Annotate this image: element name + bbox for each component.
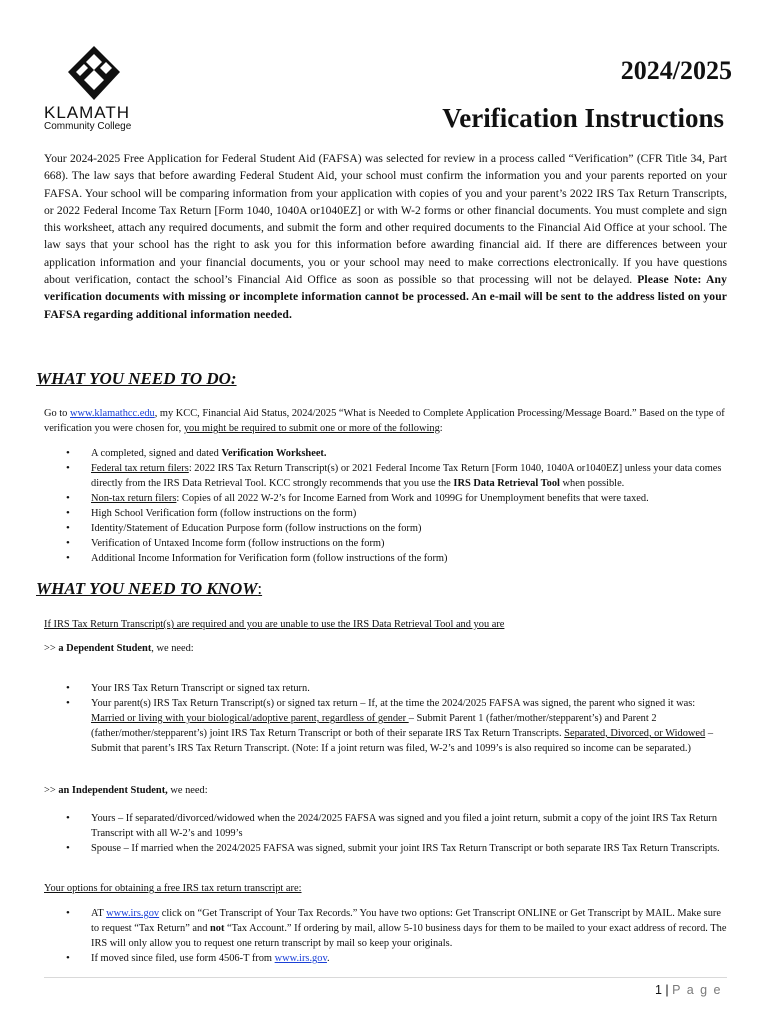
dependent-list [44, 681, 727, 756]
item-text: “Tax Account.” If ordering by mail, allow 5-10 business days for them to be mailed to your exact address of record. The IRS will only allow you to request one return transcript by mail so keep your originals. [91, 923, 727, 949]
item-end: when possible. [559, 478, 625, 489]
ind-post: we need: [167, 785, 208, 796]
list-item: • Spouse – If married when the 2024/2025 FAFSA was signed, submit your joint IRS Tax Return Transcript or both separate IRS Tax Return Transcripts. [44, 841, 727, 856]
goto-post: , my KCC, Financial Aid Status, 2024/2025 “What is Needed to Complete Application Processing/Message Board.” Based on the type of verification you were chosen for, [44, 408, 725, 434]
dep-prefix: >> [44, 643, 59, 654]
item-text: : 2022 IRS Tax Return Transcript(s) or 2021 Federal Income Tax Return [Form 1040, 1040A or1040EZ] unless your data comes directly from the IRS Data Retrieval Tool. KCC strongly recommends that you use the [91, 463, 722, 489]
know-heading-tail: : [257, 579, 263, 598]
item-text: – Submit that parent’s IRS Tax Return Transcript. (Note: If a joint return was filed, W-2’s and 1099’s is also required so income can be separated.) [91, 728, 714, 754]
page-separator: | [665, 983, 669, 997]
page-label: P a g e [672, 983, 722, 997]
know-heading [36, 579, 262, 599]
klamathcc-link[interactable]: www.klamathcc.edu [69, 408, 155, 419]
irs-link[interactable]: www.irs.gov [106, 908, 160, 919]
logo-subtitle: Community College [44, 121, 132, 132]
item-bold: Verification Worksheet. [221, 448, 327, 459]
ind-bold: an Independent Student, [58, 785, 168, 796]
list-item [44, 491, 727, 506]
list-item: • Identity/Statement of Education Purpose form (follow instructions on the form) [44, 521, 727, 536]
ind-prefix: >> [44, 785, 59, 796]
list-item: • Your IRS Tax Return Transcript or signed tax return. [44, 681, 727, 696]
footer-divider [44, 977, 727, 978]
item-label: Non-tax return filers [91, 493, 177, 504]
know-heading-text: WHAT YOU NEED TO KNOW [36, 579, 258, 598]
item-text: AT [91, 908, 107, 919]
transcript-options-list [44, 906, 727, 966]
item-text: – Submit Parent 1 (father/mother/stepparent’s) and Parent 2 (father/mother/stepparent’s) joint IRS Tax Return Transcript or both of their separate IRS Tax Return Transcripts. [91, 713, 657, 739]
item-underlined: Separated, Divorced, or Widowed [564, 728, 706, 739]
dep-bold: a Dependent Student [58, 643, 152, 654]
item-text: : Copies of all 2022 W-2’s for Income Earned from Work and 1099G for Unemployment benefits that were taxed. [176, 493, 649, 504]
goto-pre: Go to [44, 408, 70, 419]
irs-link-2[interactable]: www.irs.gov [274, 953, 327, 964]
document-year: 2024/2025 [620, 56, 732, 85]
college-logo [44, 44, 144, 132]
item-text: A completed, signed and dated [91, 448, 222, 459]
dependent-label [44, 641, 727, 656]
item-bold: not [210, 923, 225, 934]
intro-paragraph [44, 150, 727, 323]
goto-underlined: you might be required to submit one or more of the following [183, 423, 440, 434]
list-item [44, 906, 727, 951]
list-item [44, 446, 727, 461]
todo-goto-paragraph [44, 406, 727, 436]
list-item: • High School Verification form (follow instructions on the form) [44, 506, 727, 521]
page-number: 1 [654, 983, 662, 997]
dep-post: , we need: [151, 643, 194, 654]
list-item [44, 696, 727, 756]
intro-note: Please Note: Any verification documents with missing or incomplete information cannot be processed. An e-mail will be sent to the address listed on your FAFSA regarding additional information needed. [44, 273, 727, 321]
document-title: Verification Instructions [442, 103, 724, 133]
list-item [44, 461, 727, 491]
item-underlined: Married or living with your biological/adoptive parent, regardless of gender [91, 713, 409, 724]
independent-label [44, 783, 727, 798]
list-item: • Verification of Untaxed Income form (follow instructions on the form) [44, 536, 727, 551]
item-text: click on “Get Transcript of Your Tax Records.” You have two options: Get Transcript ONLINE or Get Transcript by MAIL. Make sure to request “Tax Return” and [91, 908, 721, 934]
item-bold: IRS Data Retrieval Tool [453, 478, 560, 489]
item-end: . [326, 953, 330, 964]
todo-list [44, 446, 727, 566]
item-text: If moved since filed, use form 4506-T from [91, 953, 275, 964]
know-condition: If IRS Tax Return Transcript(s) are required and you are unable to use the IRS Data Retrieval Tool and you are [44, 619, 505, 630]
list-item: • Additional Income Information for Verification form (follow instructions of the form) [44, 551, 727, 566]
goto-end: : [439, 423, 443, 434]
list-item [44, 951, 727, 966]
transcript-options-label: Your options for obtaining a free IRS tax return transcript are: [44, 883, 302, 894]
logo-name: KLAMATH [44, 103, 131, 122]
list-item: • Yours – If separated/divorced/widowed when the 2024/2025 FAFSA was signed and you filed a joint return, submit a copy of the joint IRS Tax Return Transcript with all W-2’s and 1099’s [44, 811, 727, 841]
item-label: Federal tax return filers [91, 463, 189, 474]
todo-heading: WHAT YOU NEED TO DO: [36, 369, 237, 388]
independent-list [44, 811, 727, 856]
intro-text: Your 2024-2025 Free Application for Federal Student Aid (FAFSA) was selected for review in a process called “Verification” (CFR Title 34, Part 668). The law says that before awarding Federal Student Aid, your school must confirm the information you and your parents reported on your FAFSA. Your school will be comparing information from your application with copies of you and your parent’s 2022 IRS Tax Return Transcripts, or 2022 Federal Income Tax Return [Form 1040, 1040A or1040EZ] or with W-2 forms or other financial documents. You must complete and sign this worksheet, attach any required documents, and submit the form and other required documents to the Financial Aid Office at your school. The law says that your school has the right to ask you for this information before awarding financial aid. If there are differences between your application information and your financial documents, you or your school may need to make corrections electronically. If you have questions about verification, contact the school’s Financial Aid Office as soon as possible so that processing will not be delayed. [44, 152, 727, 287]
klamath-logo-mark-icon [66, 44, 122, 102]
item-text: Your parent(s) IRS Tax Return Transcript(s) or signed tax return – If, at the time the 2024/2025 FAFSA was signed, the parent who signed it was: [91, 698, 696, 709]
page-footer [655, 983, 722, 997]
